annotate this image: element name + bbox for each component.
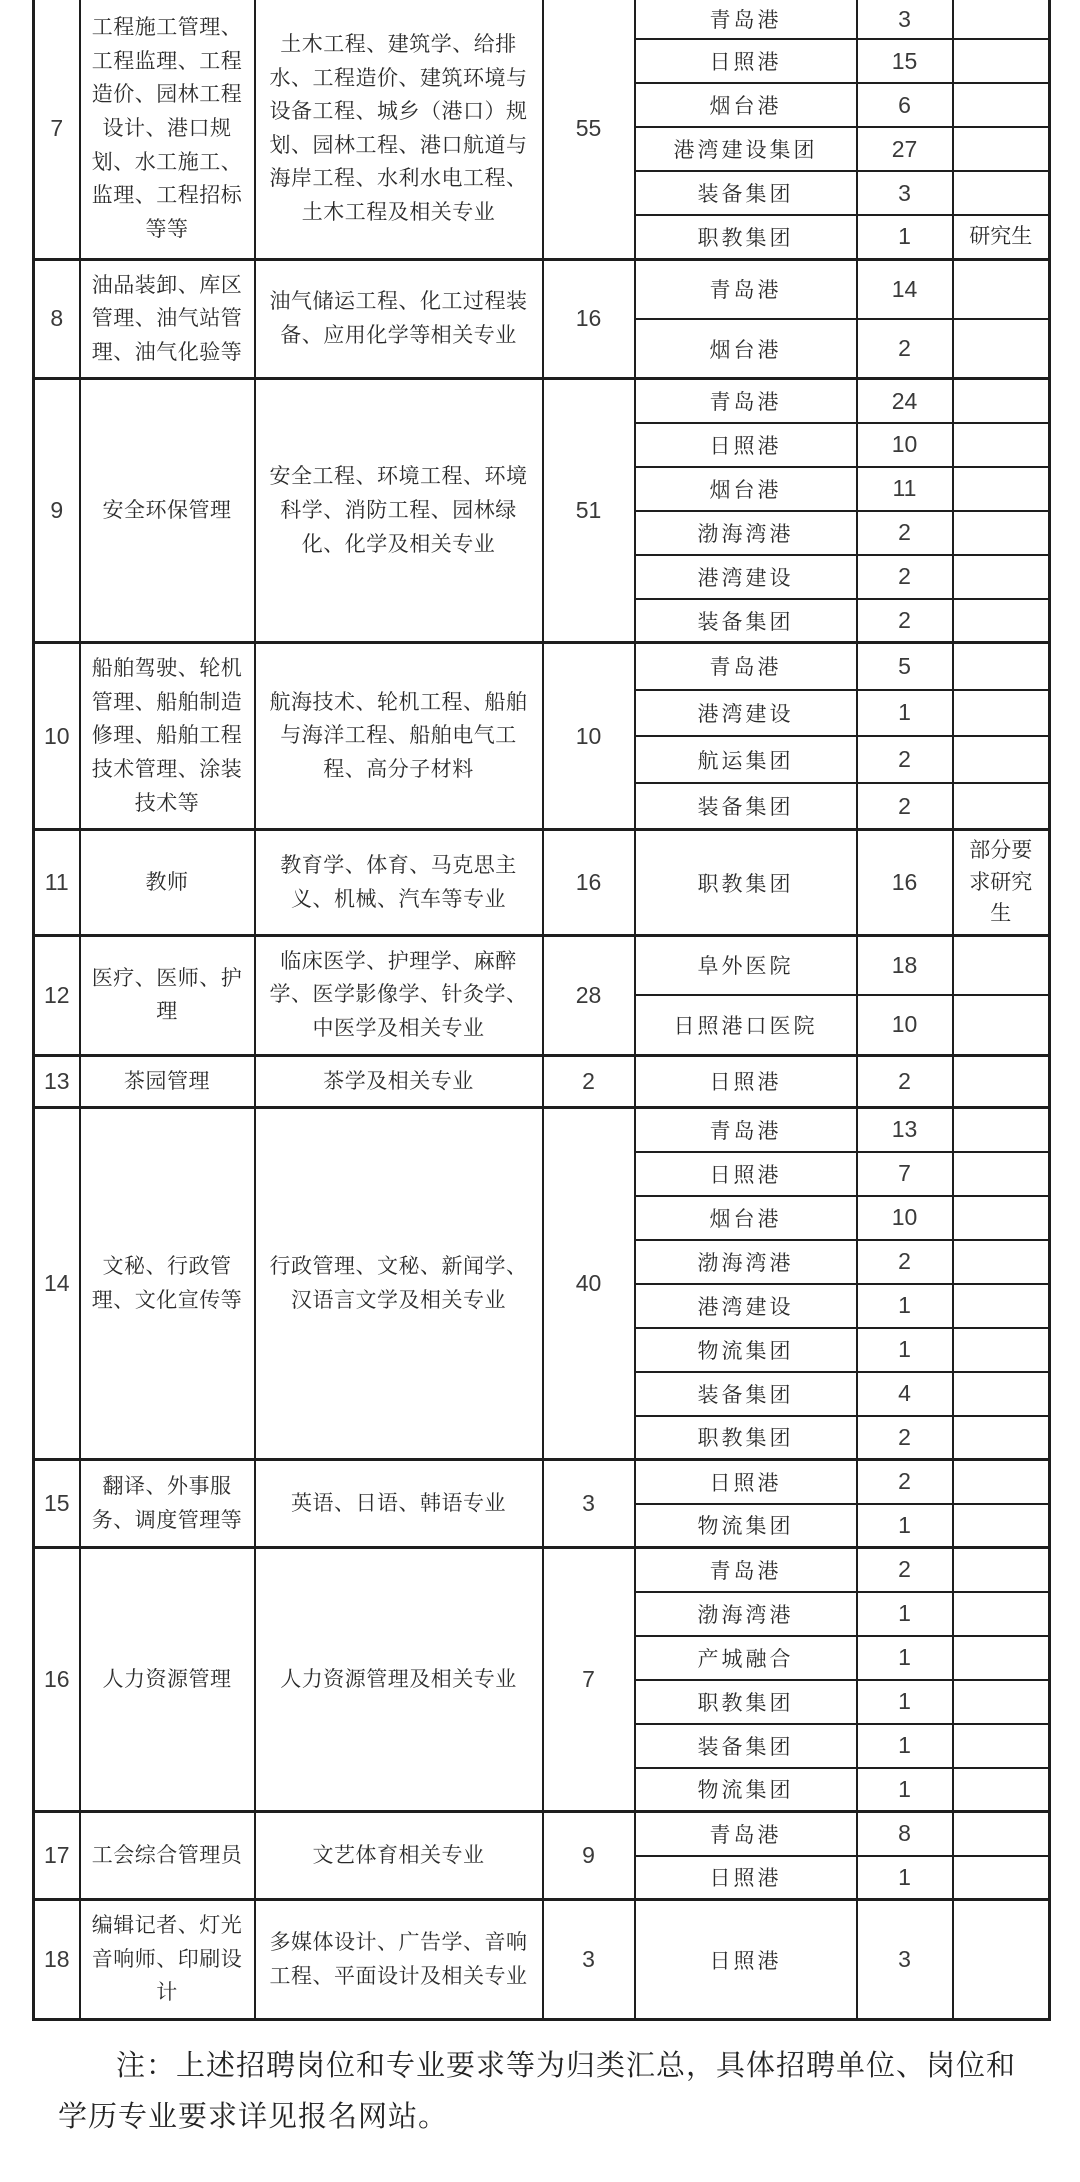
unit-count-cell: 10 [857,995,953,1055]
unit-cell: 港湾建设 [635,690,857,737]
unit-count-cell: 6 [857,83,953,127]
remark-cell [953,1328,1050,1372]
total-count-cell: 51 [543,379,635,643]
remark-cell [953,783,1050,830]
unit-cell: 产城融合 [635,1636,857,1680]
remark-cell [953,0,1050,39]
unit-count-cell: 3 [857,0,953,39]
unit-count-cell: 3 [857,171,953,215]
unit-count-cell: 1 [857,1724,953,1768]
remark-cell [953,995,1050,1055]
remark-cell [953,1680,1050,1724]
unit-cell: 装备集团 [635,1372,857,1416]
majors-cell: 茶学及相关专业 [255,1055,543,1108]
row-number-cell: 15 [34,1460,80,1548]
unit-count-cell: 1 [857,1328,953,1372]
row-number-cell: 18 [34,1900,80,2020]
unit-cell: 青岛港 [635,259,857,319]
row-number-cell: 9 [34,379,80,643]
table-row [34,379,1050,423]
unit-cell: 职教集团 [635,215,857,259]
remark-cell [953,1900,1050,2020]
unit-count-cell: 2 [857,555,953,599]
remark-cell [953,1548,1050,1592]
position-cell: 船舶驾驶、轮机管理、船舶制造修理、船舶工程技术管理、涂装技术等 [80,643,255,830]
table-row [34,830,1050,936]
unit-cell: 烟台港 [635,467,857,511]
unit-cell: 港湾建设集团 [635,127,857,171]
remark-cell [953,1768,1050,1812]
unit-cell: 烟台港 [635,1196,857,1240]
table-row [34,935,1050,995]
unit-count-cell: 24 [857,379,953,423]
remark-cell [953,935,1050,995]
position-cell: 人力资源管理 [80,1548,255,1812]
unit-cell: 职教集团 [635,830,857,936]
unit-cell: 日照港口医院 [635,995,857,1055]
remark-cell [953,1416,1050,1460]
unit-count-cell: 13 [857,1108,953,1152]
table-row [34,1108,1050,1152]
majors-cell: 航海技术、轮机工程、船舶与海洋工程、船舶电气工程、高分子材料 [255,643,543,830]
remark-cell: 研究生 [953,215,1050,259]
table-row [34,1055,1050,1108]
remark-cell [953,259,1050,319]
unit-cell: 物流集团 [635,1504,857,1548]
position-cell: 工会综合管理员 [80,1812,255,1900]
remark-cell [953,467,1050,511]
unit-cell: 青岛港 [635,0,857,39]
unit-count-cell: 4 [857,1372,953,1416]
remark-cell [953,1592,1050,1636]
unit-cell: 烟台港 [635,83,857,127]
table-row [34,0,1050,39]
total-count-cell: 55 [543,0,635,259]
position-cell: 教师 [80,830,255,936]
row-number-cell: 11 [34,830,80,936]
remark-cell [953,1055,1050,1108]
remark-cell [953,1724,1050,1768]
table-row [34,259,1050,319]
unit-cell: 阜外医院 [635,935,857,995]
unit-cell: 日照港 [635,39,857,83]
unit-cell: 职教集团 [635,1416,857,1460]
remark-cell [953,643,1050,690]
remark-cell [953,1372,1050,1416]
remark-cell [953,379,1050,423]
position-cell: 茶园管理 [80,1055,255,1108]
row-number-cell: 16 [34,1548,80,1812]
unit-count-cell: 2 [857,736,953,783]
unit-count-cell: 3 [857,1900,953,2020]
total-count-cell: 3 [543,1460,635,1548]
table-row [34,1812,1050,1856]
unit-cell: 装备集团 [635,599,857,643]
unit-cell: 装备集团 [635,171,857,215]
table-row [34,643,1050,690]
row-number-cell: 17 [34,1812,80,1900]
total-count-cell: 9 [543,1812,635,1900]
unit-count-cell: 27 [857,127,953,171]
unit-count-cell: 2 [857,319,953,379]
unit-cell: 青岛港 [635,1108,857,1152]
majors-cell: 人力资源管理及相关专业 [255,1548,543,1812]
unit-cell: 物流集团 [635,1768,857,1812]
unit-count-cell: 1 [857,1636,953,1680]
unit-cell: 日照港 [635,1900,857,2020]
unit-count-cell: 10 [857,423,953,467]
unit-cell: 装备集团 [635,783,857,830]
unit-cell: 日照港 [635,1152,857,1196]
recruitment-table [32,0,1051,2021]
total-count-cell: 16 [543,830,635,936]
unit-cell: 港湾建设 [635,1284,857,1328]
unit-cell: 装备集团 [635,1724,857,1768]
unit-cell: 日照港 [635,1856,857,1900]
unit-cell: 渤海湾港 [635,511,857,555]
unit-cell: 物流集团 [635,1328,857,1372]
table-row [34,1548,1050,1592]
row-number-cell: 10 [34,643,80,830]
unit-count-cell: 2 [857,1548,953,1592]
total-count-cell: 3 [543,1900,635,2020]
footnote-text: 注：上述招聘岗位和专业要求等为归类汇总，具体招聘单位、岗位和学历专业要求详见报名网站。 [58,2049,1017,2133]
unit-count-cell: 1 [857,1504,953,1548]
remark-cell [953,736,1050,783]
position-cell: 医疗、医师、护理 [80,935,255,1055]
remark-cell [953,511,1050,555]
row-number-cell: 13 [34,1055,80,1108]
unit-count-cell: 14 [857,259,953,319]
total-count-cell: 10 [543,643,635,830]
unit-cell: 青岛港 [635,379,857,423]
unit-count-cell: 11 [857,467,953,511]
row-number-cell: 14 [34,1108,80,1460]
unit-cell: 港湾建设 [635,555,857,599]
unit-count-cell: 1 [857,1592,953,1636]
unit-count-cell: 1 [857,1680,953,1724]
remark-cell [953,1284,1050,1328]
unit-count-cell: 2 [857,1416,953,1460]
unit-count-cell: 1 [857,690,953,737]
majors-cell: 行政管理、文秘、新闻学、汉语言文学及相关专业 [255,1108,543,1460]
majors-cell: 油气储运工程、化工过程装备、应用化学等相关专业 [255,259,543,379]
unit-count-cell: 1 [857,1768,953,1812]
unit-cell: 烟台港 [635,319,857,379]
total-count-cell: 2 [543,1055,635,1108]
unit-count-cell: 2 [857,783,953,830]
row-number-cell: 12 [34,935,80,1055]
unit-count-cell: 1 [857,1856,953,1900]
remark-cell [953,1812,1050,1856]
position-cell: 翻译、外事服务、调度管理等 [80,1460,255,1548]
remark-cell [953,1856,1050,1900]
unit-cell: 日照港 [635,423,857,467]
position-cell: 文秘、行政管理、文化宣传等 [80,1108,255,1460]
table-row [34,1460,1050,1504]
unit-cell: 日照港 [635,1460,857,1504]
majors-cell: 文艺体育相关专业 [255,1812,543,1900]
remark-cell [953,83,1050,127]
row-number-cell: 8 [34,259,80,379]
remark-cell [953,423,1050,467]
unit-count-cell: 2 [857,511,953,555]
row-number-cell: 7 [34,0,80,259]
majors-cell: 多媒体设计、广告学、音响工程、平面设计及相关专业 [255,1900,543,2020]
remark-cell [953,171,1050,215]
remark-cell [953,1460,1050,1504]
total-count-cell: 40 [543,1108,635,1460]
unit-count-cell: 1 [857,1284,953,1328]
remark-cell [953,690,1050,737]
unit-cell: 青岛港 [635,1548,857,1592]
position-cell: 编辑记者、灯光音响师、印刷设计 [80,1900,255,2020]
remark-cell [953,1108,1050,1152]
remark-cell [953,1196,1050,1240]
total-count-cell: 16 [543,259,635,379]
remark-cell [953,555,1050,599]
table-row [34,1900,1050,2020]
position-cell: 油品装卸、库区管理、油气站管理、油气化验等 [80,259,255,379]
remark-cell [953,1636,1050,1680]
unit-count-cell: 10 [857,1196,953,1240]
remark-cell [953,127,1050,171]
remark-cell: 部分要求研究生 [953,830,1050,936]
unit-count-cell: 2 [857,1460,953,1504]
unit-count-cell: 2 [857,1055,953,1108]
remark-cell [953,1152,1050,1196]
remark-cell [953,319,1050,379]
unit-cell: 青岛港 [635,643,857,690]
majors-cell: 土木工程、建筑学、给排水、工程造价、建筑环境与设备工程、城乡（港口）规划、园林工程、港口航道与海岸工程、水利水电工程、土木工程及相关专业 [255,0,543,259]
unit-count-cell: 18 [857,935,953,995]
unit-count-cell: 5 [857,643,953,690]
unit-count-cell: 16 [857,830,953,936]
unit-cell: 航运集团 [635,736,857,783]
majors-cell: 教育学、体育、马克思主义、机械、汽车等专业 [255,830,543,936]
unit-cell: 渤海湾港 [635,1240,857,1284]
unit-cell: 渤海湾港 [635,1592,857,1636]
position-cell: 工程施工管理、工程监理、工程造价、园林工程设计、港口规划、水工施工、监理、工程招标等等 [80,0,255,259]
unit-count-cell: 2 [857,599,953,643]
unit-count-cell: 7 [857,1152,953,1196]
majors-cell: 英语、日语、韩语专业 [255,1460,543,1548]
footnote [58,2041,1022,2143]
unit-cell: 日照港 [635,1055,857,1108]
remark-cell [953,1504,1050,1548]
unit-count-cell: 1 [857,215,953,259]
total-count-cell: 28 [543,935,635,1055]
unit-cell: 青岛港 [635,1812,857,1856]
unit-count-cell: 15 [857,39,953,83]
majors-cell: 安全工程、环境工程、环境科学、消防工程、园林绿化、化学及相关专业 [255,379,543,643]
unit-count-cell: 2 [857,1240,953,1284]
remark-cell [953,39,1050,83]
unit-count-cell: 8 [857,1812,953,1856]
recruitment-table-body [34,0,1050,2019]
remark-cell [953,599,1050,643]
remark-cell [953,1240,1050,1284]
total-count-cell: 7 [543,1548,635,1812]
position-cell: 安全环保管理 [80,379,255,643]
unit-cell: 职教集团 [635,1680,857,1724]
majors-cell: 临床医学、护理学、麻醉学、医学影像学、针灸学、中医学及相关专业 [255,935,543,1055]
